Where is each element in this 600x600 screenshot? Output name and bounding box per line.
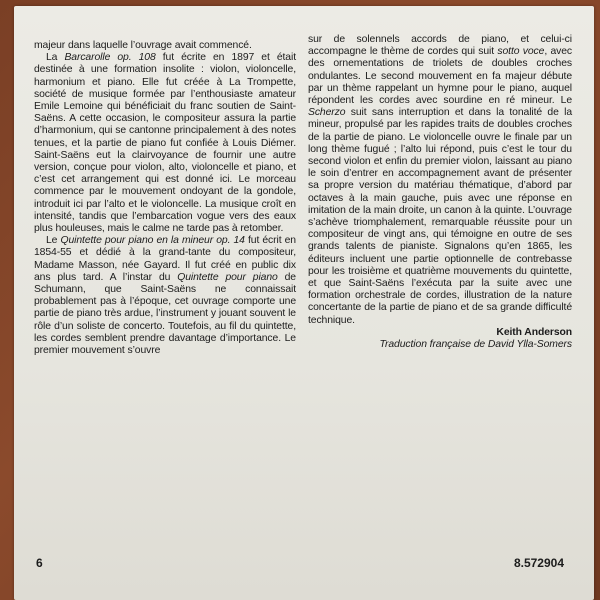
sotto-voce-term: sotto voce bbox=[497, 46, 545, 58]
quintette-text-pre: Le bbox=[46, 235, 61, 247]
movements-text-post: suit sans interruption et dans la tonalité de la mineur, propulsé par les rapides traits de doubles croches de la partie de piano. Le violoncelle ouvre le finale par un long thème fugué ; l’alto lui répond, puis c’est le tour du second violon et enfin du premier violon, laissant au piano le soin d’entrer en accompagnement avant de présenter sa propre version du matériau thématique, d’abord par octaves à la main gauche, puis avec une réponse en imitation de la main droite, un canon à la quinte. L’ouvrage s’achève triomphalement, remarquable réussite pour un compositeur de vingt ans, qui témoigne en outre de ses grands talents de pianiste. Signalons qu’en 1865, les éditeurs incluent une partie optionnelle de contrebasse pour les troisième et quatrième mouvements du quintette, et que Saint-Saëns l’exécuta par la suite avec une formation orchestrale de cordes, illustration de la nature concertante de la partie de piano et de sa grande difficulté technique. bbox=[308, 107, 572, 326]
quintette-text-mid: fut écrit en 1854-55 et dédié à la grand-tante du compositeur, Madame Masson, née Gayard. Il fut créé en public dix ans plus tard. A l’instar du bbox=[34, 235, 296, 283]
left-text-column bbox=[34, 40, 296, 357]
quintette-text-post: de Schumann, que Saint-Saëns ne connaissait probablement pas à l’époque, cet ouvrage comporte une partie de piano très ardue, l’instrument y jouant souvent le rôle d’un soliste de concerto. Toutefois, au fil du quintette, les cordes semblent prendre davantage d’importance. Le premier mouvement s’ouvre bbox=[34, 271, 296, 357]
paragraph-movements bbox=[308, 34, 572, 327]
barcarolle-text-pre: La bbox=[46, 52, 65, 64]
paragraph-quintette bbox=[34, 235, 296, 357]
author-name: Keith Anderson bbox=[496, 326, 572, 338]
quintette-title: Quintette pour piano en la mineur op. 14 bbox=[60, 235, 245, 247]
catalogue-number: 8.572904 bbox=[513, 556, 564, 570]
booklet-page bbox=[14, 6, 594, 600]
page-number: 6 bbox=[36, 556, 43, 570]
right-text-column bbox=[308, 34, 572, 351]
schumann-quintette-title: Quintette pour piano bbox=[177, 271, 278, 283]
barcarolle-title: Barcarolle op. 108 bbox=[64, 52, 156, 64]
translation-credit: Traduction française de David Ylla-Somers bbox=[379, 339, 572, 351]
scherzo-term: Scherzo bbox=[308, 107, 346, 119]
movements-text-pre: sur de solennels accords de piano, et celui-ci accompagne le thème de cordes qui suit bbox=[308, 34, 572, 58]
barcarolle-text: fut écrite en 1897 et était destinée à une formation insolite : violon, violoncelle, harmonium et piano. Elle fut créée à La Trompette, société de musique formée par l’enthousiaste amateur Emile Lemoine qui bénéficiait du franc soutien de Saint-Saëns. A cette occasion, le compositeur assura la partie d’harmonium, qui se cantonne principalement à des notes tenues, et la partie de piano fut confiée à Louis Diémer. Saint-Saëns eut la clairvoyance de fournir une autre version, conçue pour violon, alto, violoncelle et piano, et c’est cet arrangement qui est donné ici. Le morceau commence par le mouvement ondoyant de la gondole, introduit ici par l’alto et le violoncelle. La musique croît en intensité, tandis que l’embarcation vogue vers des eaux plus houleuses, mais le calme ne tarde pas à retomber. bbox=[34, 52, 296, 235]
movements-text-mid: , avec des ornementations de triolets de doubles croches ondulantes. Le second mouvement en fa majeur débute par un thème rappelant un hymne pour le piano, auquel répondent les cordes avec sourdine en ré mineur. Le bbox=[308, 46, 572, 107]
paragraph-barcarolle bbox=[34, 52, 296, 235]
paragraph-continuation: majeur dans laquelle l’ouvrage avait commencé. bbox=[34, 40, 252, 51]
